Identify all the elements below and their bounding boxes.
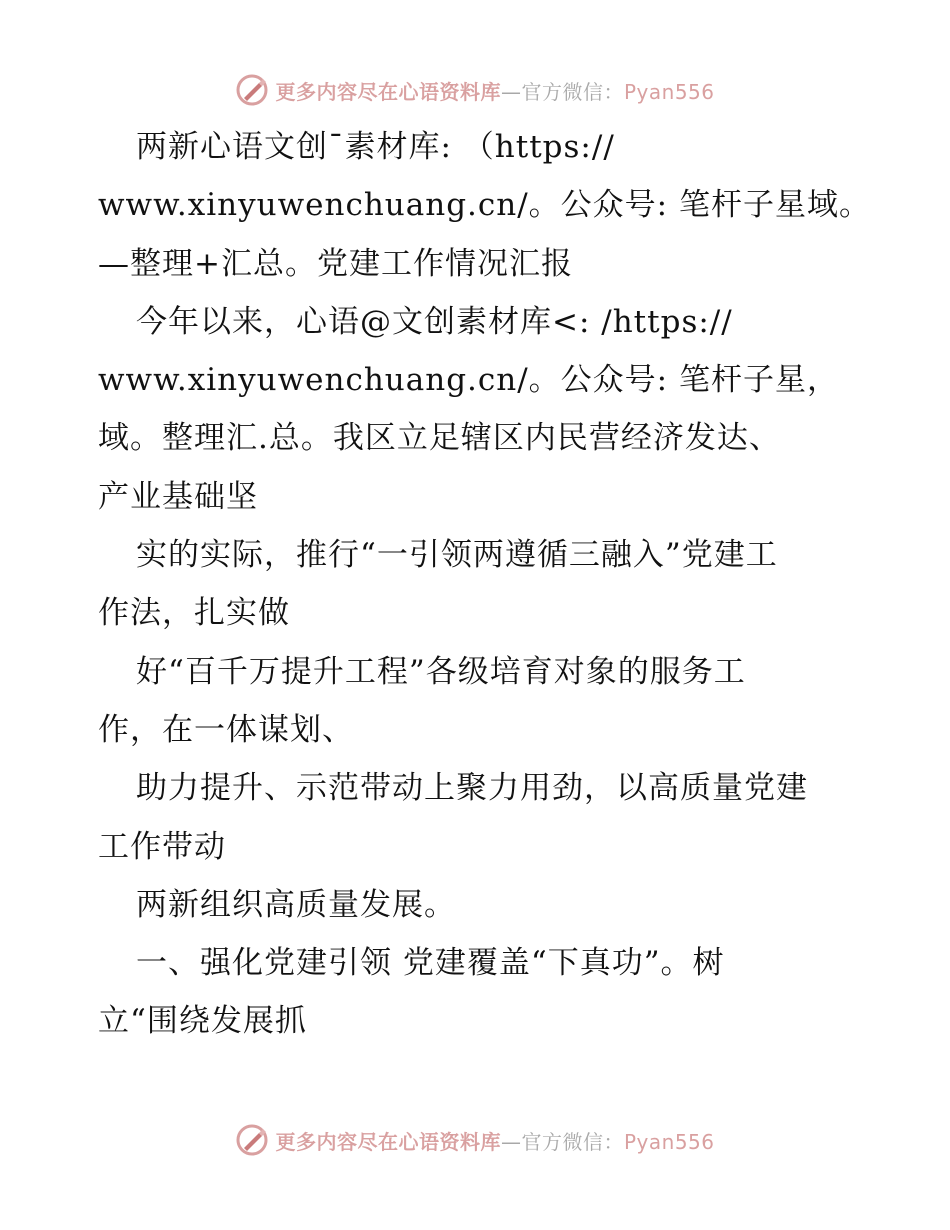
header-banner-id: Pyan556 bbox=[623, 79, 715, 104]
footer-banner-dash: — bbox=[500, 1129, 522, 1154]
pen-logo-icon bbox=[235, 1123, 269, 1157]
body-line: —整理+汇总。党建工作情况汇报 bbox=[98, 245, 573, 282]
footer-banner-id: Pyan556 bbox=[623, 1129, 715, 1154]
body-line: www.xinyuwenchuang.cn/。公众号: 笔杆子星域。 bbox=[98, 187, 871, 224]
body-line: 工作带动 bbox=[98, 828, 226, 865]
body-line: 好“百千万提升工程”各级培育对象的服务工 bbox=[136, 653, 746, 690]
header-banner-dash: — bbox=[500, 79, 522, 104]
body-line: 两新心语文创¯素材库: （https:// bbox=[136, 129, 615, 165]
footer-banner-main: 更多内容尽在心语资料库 bbox=[275, 1129, 501, 1154]
body-line: 今年以来，心语@文创素材库<: /https:// bbox=[136, 303, 733, 340]
header-banner bbox=[0, 70, 950, 110]
body-line: 产业基础坚 bbox=[98, 478, 258, 515]
header-banner-sub: 官方微信： bbox=[521, 79, 624, 104]
body-line: www.xinyuwenchuang.cn/。公众号: 笔杆子星， bbox=[98, 362, 839, 399]
body-line: 两新组织高质量发展。 bbox=[136, 886, 456, 923]
footer-banner-sub: 官方微信： bbox=[521, 1129, 624, 1154]
header-banner-text bbox=[275, 76, 714, 105]
footer-banner bbox=[0, 1120, 950, 1160]
pen-logo-icon bbox=[235, 73, 269, 107]
document-body bbox=[98, 118, 898, 1051]
body-line: 助力提升、示范带动上聚力用劲，以高质量党建 bbox=[136, 770, 808, 807]
body-line: 作法，扎实做 bbox=[98, 595, 290, 632]
body-line: 一、强化党建引领 党建覆盖“下真功”。树 bbox=[136, 945, 725, 982]
body-line: 实的实际，推行“一引领两遵循三融入”党建工 bbox=[136, 537, 778, 574]
body-line: 立“围绕发展抓 bbox=[98, 1003, 307, 1040]
footer-banner-text bbox=[275, 1126, 714, 1155]
header-banner-main: 更多内容尽在心语资料库 bbox=[275, 79, 501, 104]
body-line: 作，在一体谋划、 bbox=[98, 711, 354, 748]
body-line: 域。整理汇.总。我区立足辖区内民营经济发达、 bbox=[98, 420, 781, 457]
